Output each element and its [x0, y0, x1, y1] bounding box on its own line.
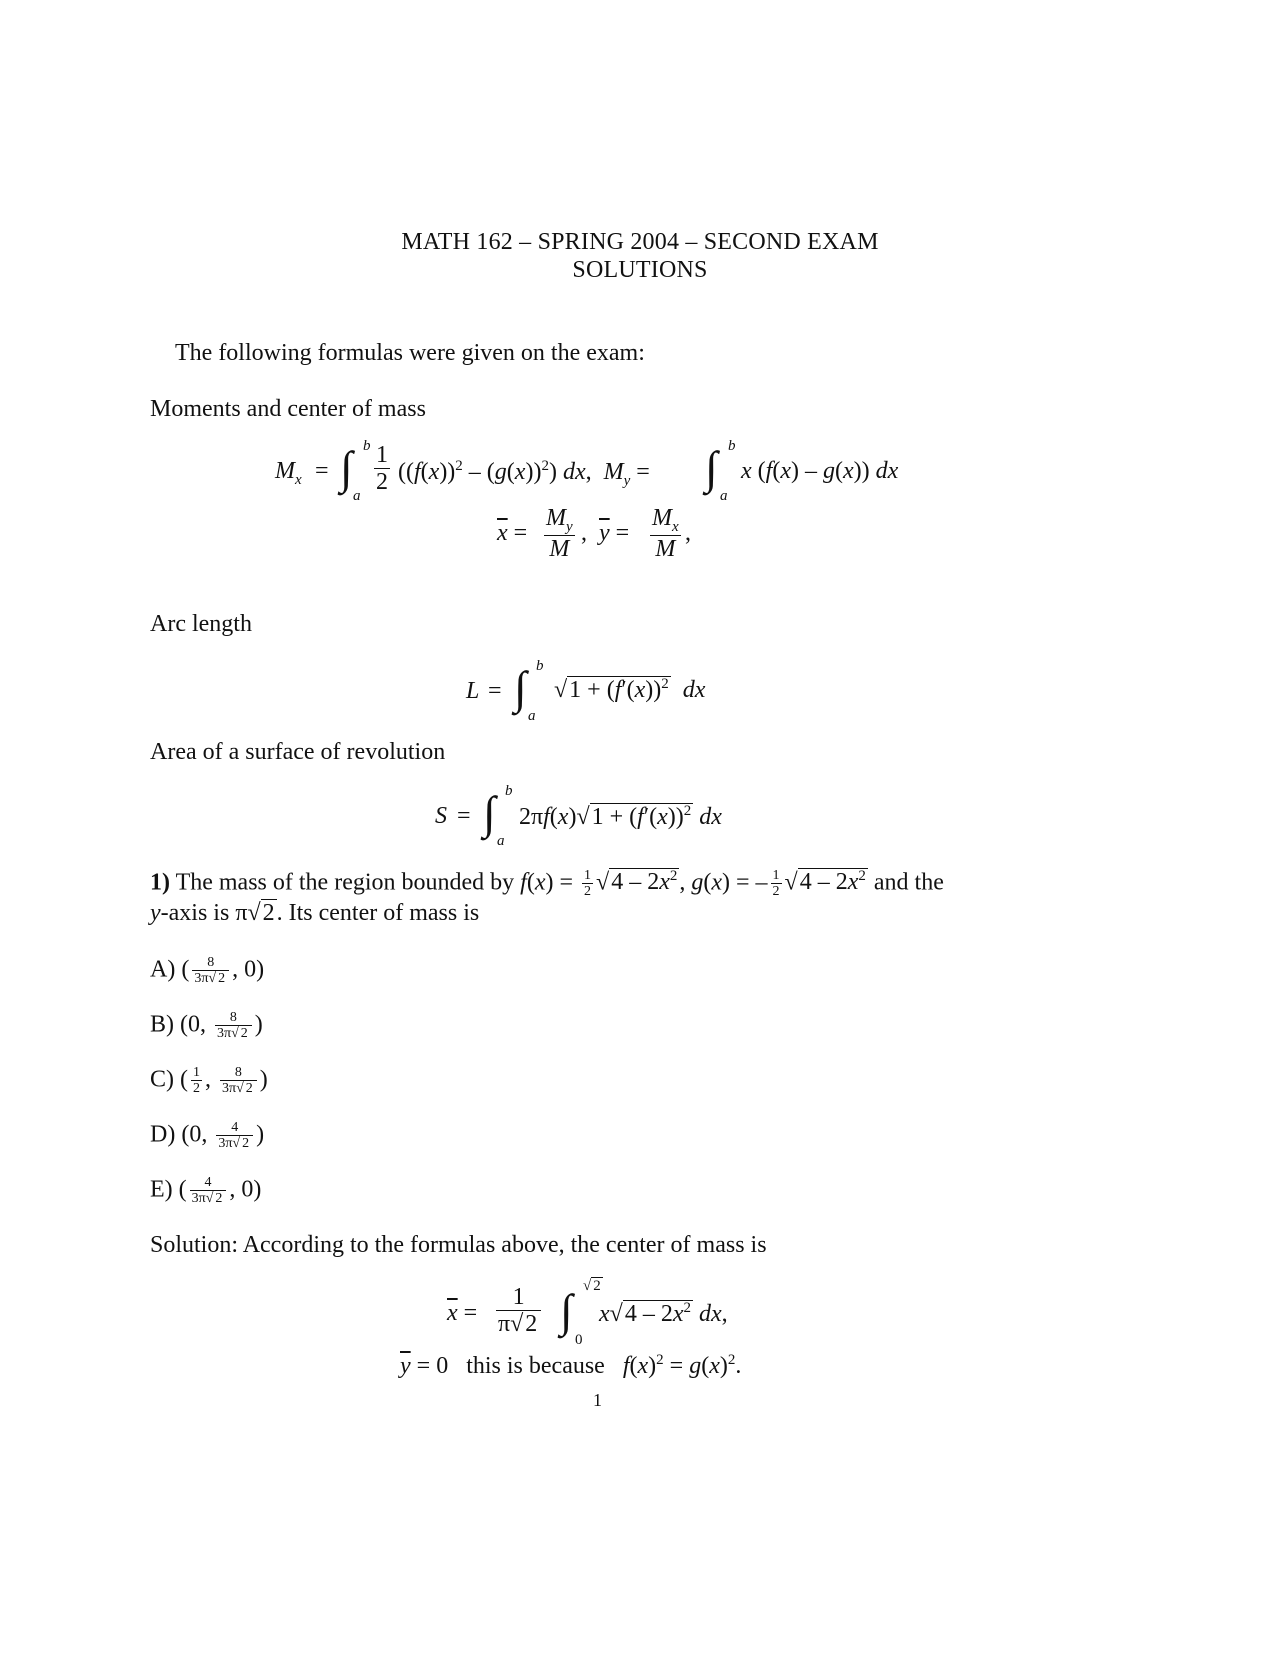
choice-label: C)	[150, 1066, 174, 1093]
choice-d: D) (0, $\frac{4}{3\pi√ 2}$ )	[150, 1120, 265, 1152]
choice-b: B) (0, $\frac{8}{3\pi√ 2}$ )	[150, 1010, 263, 1042]
problem-text-line2b: . Its center of mass is	[276, 900, 480, 926]
choice-e: E) ( $\frac{4}{3\pi√ 2}$ , 0)	[150, 1175, 262, 1207]
solution-text: Solution: According to the formulas above, the center of mass is	[150, 1232, 767, 1258]
choice-label: B)	[150, 1011, 174, 1038]
problem-text: The mass of the region bounded by	[175, 869, 515, 896]
choice-c: C) ( $\frac{1}{2}$ , $\frac{8}{3\pi√ 2}$ )	[150, 1065, 268, 1097]
solution-ybar-line: $\overline{y} = 0$ this is because $f(x)^2 = g(x)^2$.	[400, 1352, 742, 1379]
section-moments-heading: Moments and center of mass	[150, 396, 426, 422]
choice-label: A)	[150, 956, 176, 983]
page-number: 1	[593, 1390, 602, 1410]
section-arc-length-heading: Arc length	[150, 611, 252, 637]
problem-text-line2a: -axis is	[160, 900, 230, 926]
exam-title: MATH 162 – SPRING 2004 – SECOND EXAM	[401, 229, 879, 255]
choice-label: E)	[150, 1176, 173, 1203]
solution-reason: this is because	[466, 1353, 605, 1379]
exam-subtitle: SOLUTIONS	[572, 257, 708, 283]
intro-text: The following formulas were given on the exam:	[175, 340, 645, 366]
problem-statement-line2: y-axis is π√2. Its center of mass is	[150, 900, 480, 926]
section-surface-area-heading: Area of a surface of revolution	[150, 739, 446, 765]
choice-label: D)	[150, 1121, 176, 1148]
problem-statement-line1: 1) The mass of the region bounded by f(x) = $\frac{1}{2}$ $√4 - 2x^2$, g(x) = – $\frac{1}{2}$ $√4 - 2x^2$ and the	[150, 868, 944, 900]
choice-a: A) ( $\frac{8}{3\pi√ 2}$ , 0)	[150, 955, 265, 987]
problem-number: 1)	[150, 869, 170, 896]
problem-text-and: and the	[873, 869, 944, 896]
